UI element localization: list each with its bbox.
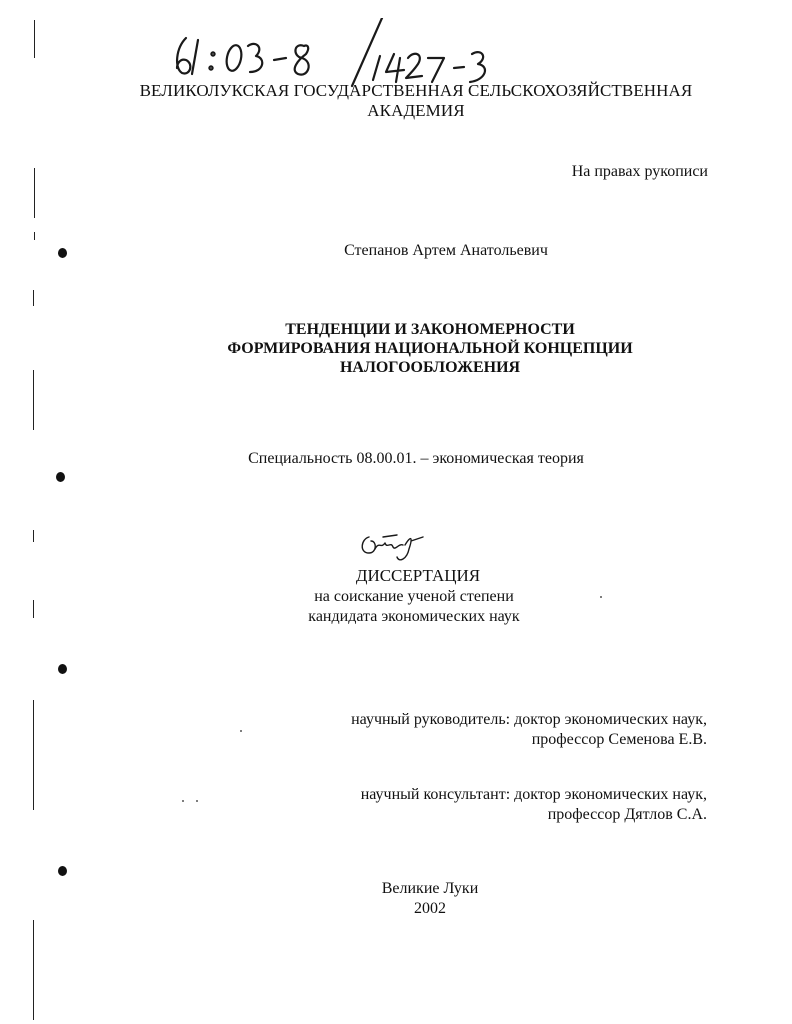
year: 2002 [414, 900, 446, 917]
consultant-block [361, 785, 707, 825]
scan-margin-mark [33, 290, 34, 306]
institution-line-1: ВЕЛИКОЛУКСКАЯ ГОСУДАРСТВЕННАЯ СЕЛЬСКОХОЗЯЙСТВЕННАЯ [139, 81, 693, 100]
punch-hole [56, 472, 65, 482]
scan-speck [240, 730, 242, 732]
consultant-line-2: профессор Дятлов С.А. [547, 806, 707, 823]
scan-margin-mark [33, 530, 34, 542]
supervisor-block [351, 710, 707, 750]
dissertation-line-1: на соискание ученой степени [314, 588, 514, 605]
title-line-1: ТЕНДЕНЦИИ И ЗАКОНОМЕРНОСТИ [285, 321, 575, 338]
supervisor-line-1: научный руководитель: доктор экономических наук, [351, 711, 707, 728]
supervisor-line-2: профессор Семенова Е.В. [531, 731, 707, 748]
punch-hole [58, 664, 67, 674]
title-line-2: ФОРМИРОВАНИЯ НАЦИОНАЛЬНОЙ КОНЦЕПЦИИ [227, 340, 633, 357]
scan-margin-mark [33, 370, 34, 430]
dissertation-line-2: кандидата экономических наук [308, 608, 520, 625]
scan-speck [182, 800, 184, 802]
place: Великие Луки [381, 880, 479, 897]
institution-line-2: АКАДЕМИЯ [367, 101, 465, 120]
author-name: Степанов Артем Анатольевич [344, 242, 548, 259]
scan-margin-mark [33, 920, 34, 1020]
punch-hole [58, 866, 67, 876]
scan-margin-mark [34, 20, 35, 58]
scan-margin-mark [34, 168, 35, 218]
scan-margin-mark [33, 600, 34, 618]
punch-hole [58, 248, 67, 258]
title-line-3: НАЛОГООБЛОЖЕНИЯ [339, 359, 521, 376]
scan-margin-mark [33, 700, 34, 810]
signature [357, 527, 427, 565]
scan-speck [196, 800, 198, 802]
scan-margin-mark [34, 232, 35, 240]
scan-speck [600, 596, 602, 598]
dissertation-heading: ДИССЕРТАЦИЯ [355, 566, 481, 585]
handwritten-archive-code [168, 18, 508, 88]
consultant-line-1: научный консультант: доктор экономических наук, [360, 786, 707, 803]
specialty: Специальность 08.00.01. – экономическая теория [248, 450, 584, 467]
rights-note: На правах рукописи [571, 163, 708, 180]
